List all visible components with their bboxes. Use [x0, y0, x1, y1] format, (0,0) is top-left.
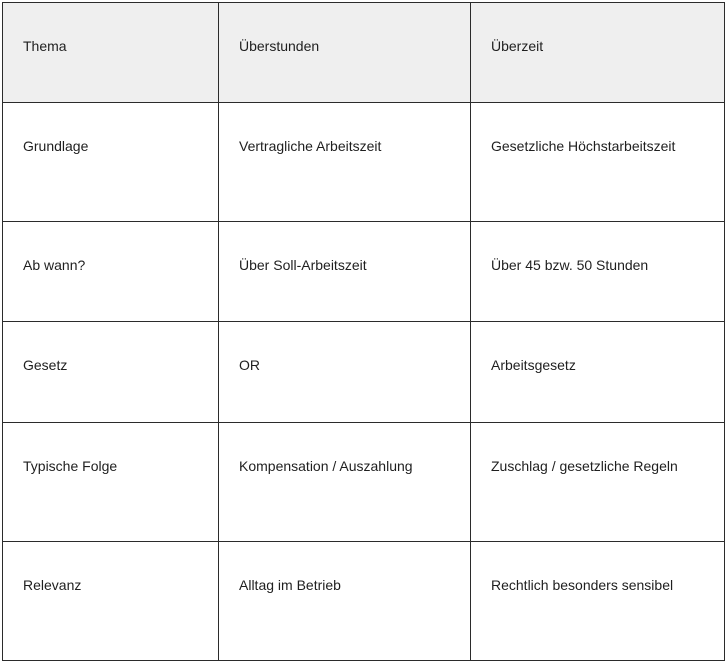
table-cell: Rechtlich besonders sensibel: [471, 541, 725, 660]
row-label-cell: Grundlage: [3, 103, 219, 222]
table-cell: Über Soll-Arbeitszeit: [219, 222, 471, 322]
header-cell-ueberstunden: Überstunden: [219, 3, 471, 103]
table-cell: OR: [219, 322, 471, 422]
row-label-cell: Relevanz: [3, 541, 219, 660]
table-cell: Alltag im Betrieb: [219, 541, 471, 660]
table-container: [2, 2, 724, 661]
table-cell: Kompensation / Auszahlung: [219, 422, 471, 541]
table-row: [3, 422, 725, 541]
header-cell-thema: Thema: [3, 3, 219, 103]
table-cell: Gesetzliche Höchstarbeitszeit: [471, 103, 725, 222]
table-body: [3, 103, 725, 661]
header-row: [3, 3, 725, 103]
table-row: [3, 103, 725, 222]
table-row: [3, 322, 725, 422]
table-row: [3, 541, 725, 660]
table-header: [3, 3, 725, 103]
table-cell: Über 45 bzw. 50 Stunden: [471, 222, 725, 322]
row-label-cell: Typische Folge: [3, 422, 219, 541]
table-cell: Zuschlag / gesetzliche Regeln: [471, 422, 725, 541]
table-cell: Arbeitsgesetz: [471, 322, 725, 422]
table-row: [3, 222, 725, 322]
row-label-cell: Ab wann?: [3, 222, 219, 322]
header-cell-ueberzeit: Überzeit: [471, 3, 725, 103]
table-cell: Vertragliche Arbeitszeit: [219, 103, 471, 222]
comparison-table: [2, 2, 725, 661]
row-label-cell: Gesetz: [3, 322, 219, 422]
